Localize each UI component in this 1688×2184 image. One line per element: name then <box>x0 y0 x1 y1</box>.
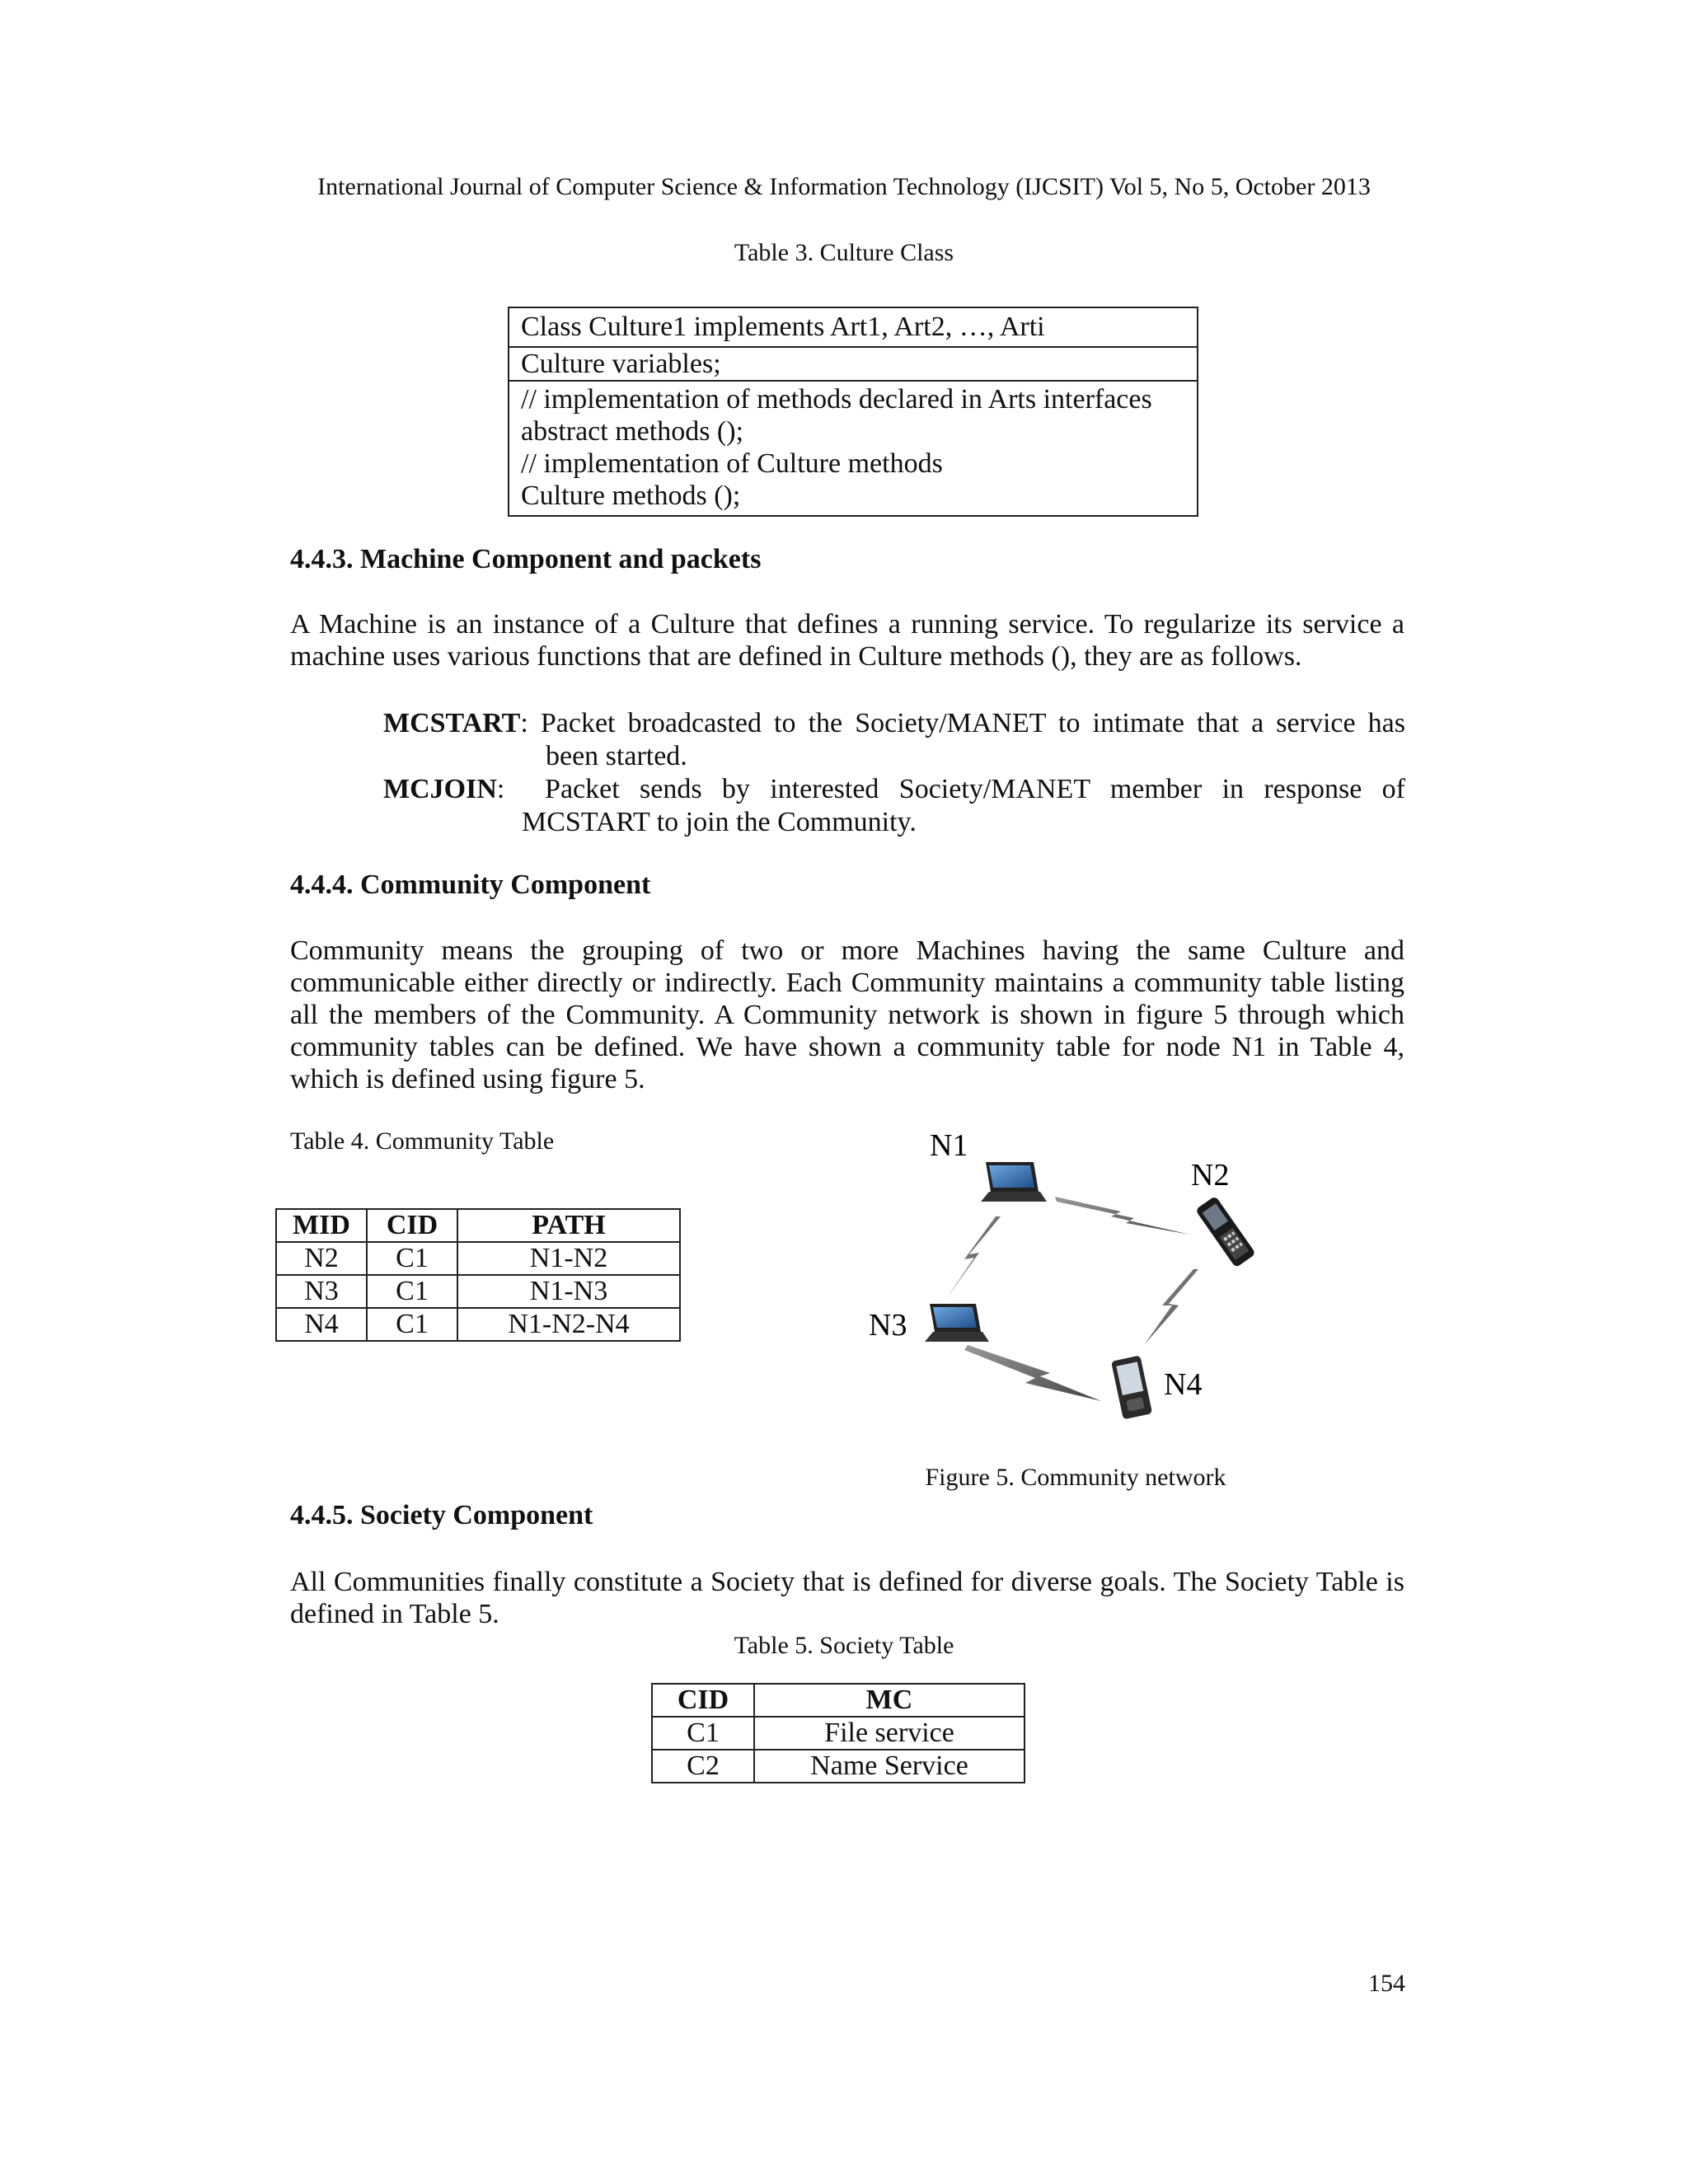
table4-caption: Table 4. Community Table <box>290 1127 555 1155</box>
table-cell: C1 <box>652 1717 754 1750</box>
methods-line: // implementation of methods declared in Arts interfaces <box>521 384 1152 415</box>
column-header: MC <box>754 1684 1025 1717</box>
table-cell: C1 <box>367 1242 457 1275</box>
table3-caption: Table 3. Culture Class <box>734 239 954 266</box>
society-table <box>651 1683 1025 1783</box>
methods-line: Culture methods (); <box>521 480 741 511</box>
table-cell: C1 <box>367 1275 457 1308</box>
table-cell: N4 <box>276 1308 367 1341</box>
node-label-n3: N3 <box>869 1308 907 1343</box>
section-444-heading: 4.4.4. Community Component <box>290 869 651 900</box>
table-cell: N1-N2-N4 <box>457 1308 680 1341</box>
section-443-heading: 4.4.3. Machine Component and packets <box>290 544 762 574</box>
culture-class-declaration: Class Culture1 implements Art1, Art2, …, Arti <box>521 312 1045 342</box>
node-label-n2: N2 <box>1191 1158 1230 1193</box>
table-cell: N3 <box>276 1275 367 1308</box>
table-row <box>276 1308 680 1341</box>
mcjoin-description: Packet sends by interested Society/MANET member in response of <box>504 774 1405 804</box>
table-cell: File service <box>754 1717 1025 1750</box>
methods-line: abstract methods (); <box>521 416 744 447</box>
column-header: CID <box>367 1209 457 1242</box>
table5-caption: Table 5. Society Table <box>734 1632 954 1659</box>
node-label-n1: N1 <box>930 1129 968 1163</box>
packet-definition-mcstart <box>383 707 1405 773</box>
culture-class-table <box>508 307 1198 517</box>
mobile-phone-icon <box>1195 1196 1256 1268</box>
table-row <box>276 1242 680 1275</box>
term-mcstart: MCSTART <box>383 708 521 738</box>
wireless-link <box>964 1345 1101 1401</box>
methods-line: // implementation of Culture methods <box>521 448 943 479</box>
figure5-caption: Figure 5. Community network <box>925 1464 1226 1491</box>
table-cell: C1 <box>367 1308 457 1341</box>
community-network-figure <box>849 1129 1311 1442</box>
table-row <box>652 1750 1025 1783</box>
mcjoin-description-cont: MCSTART to join the Community. <box>522 807 917 837</box>
table-header-row <box>276 1209 680 1242</box>
packet-definition-mcjoin <box>383 773 1405 839</box>
table-cell: N2 <box>276 1242 367 1275</box>
term-separator: : <box>496 774 505 804</box>
column-header: CID <box>652 1684 754 1717</box>
page-number: 154 <box>1368 1970 1405 1997</box>
laptop-icon <box>925 1304 989 1342</box>
term-separator: : <box>520 708 528 738</box>
mcstart-description: Packet broadcasted to the Society/MANET to intimate that a service has <box>528 708 1405 738</box>
table-row <box>276 1275 680 1308</box>
mcstart-description-cont: been started. <box>546 741 687 771</box>
section-443-paragraph: A Machine is an instance of a Culture that defines a running service. To regularize its service a machine uses various functions that are defined in Culture methods (), they are as follows. <box>290 609 1404 672</box>
term-mcjoin: MCJOIN <box>383 774 497 804</box>
node-label-n4: N4 <box>1164 1367 1203 1402</box>
table-header-row <box>652 1684 1025 1717</box>
column-header: PATH <box>457 1209 680 1242</box>
table-row <box>652 1717 1025 1750</box>
wireless-link <box>1144 1269 1198 1345</box>
table-cell: Name Service <box>754 1750 1025 1783</box>
laptop-icon <box>981 1162 1047 1202</box>
section-444-paragraph: Community means the grouping of two or more Machines having the same Culture and communicable either directly or indirectly. Each Community maintains a community table listing all the members of the Community. A Community network is shown in figure 5 through which community tables can be defined. We have shown a community table for node N1 in Table 4, which is defined using figure 5. <box>290 935 1404 1094</box>
culture-variables-row: Culture variables; <box>509 346 1197 380</box>
community-table <box>275 1208 681 1342</box>
column-header: MID <box>276 1209 367 1242</box>
wireless-link <box>1055 1197 1190 1235</box>
table-cell: N1-N2 <box>457 1242 680 1275</box>
running-header: International Journal of Computer Science & Information Technology (IJCSIT) Vol 5, No 5, October 2013 <box>317 173 1371 200</box>
table-cell: N1-N3 <box>457 1275 680 1308</box>
wireless-link <box>946 1216 1001 1299</box>
section-445-heading: 4.4.5. Society Component <box>290 1500 593 1530</box>
section-445-paragraph: All Communities finally constitute a Society that is defined for diverse goals. The Society Table is defined in Table 5. <box>290 1567 1404 1629</box>
culture-methods-block <box>509 380 1197 515</box>
table-cell: C2 <box>652 1750 754 1783</box>
smartphone-icon <box>1111 1356 1152 1420</box>
